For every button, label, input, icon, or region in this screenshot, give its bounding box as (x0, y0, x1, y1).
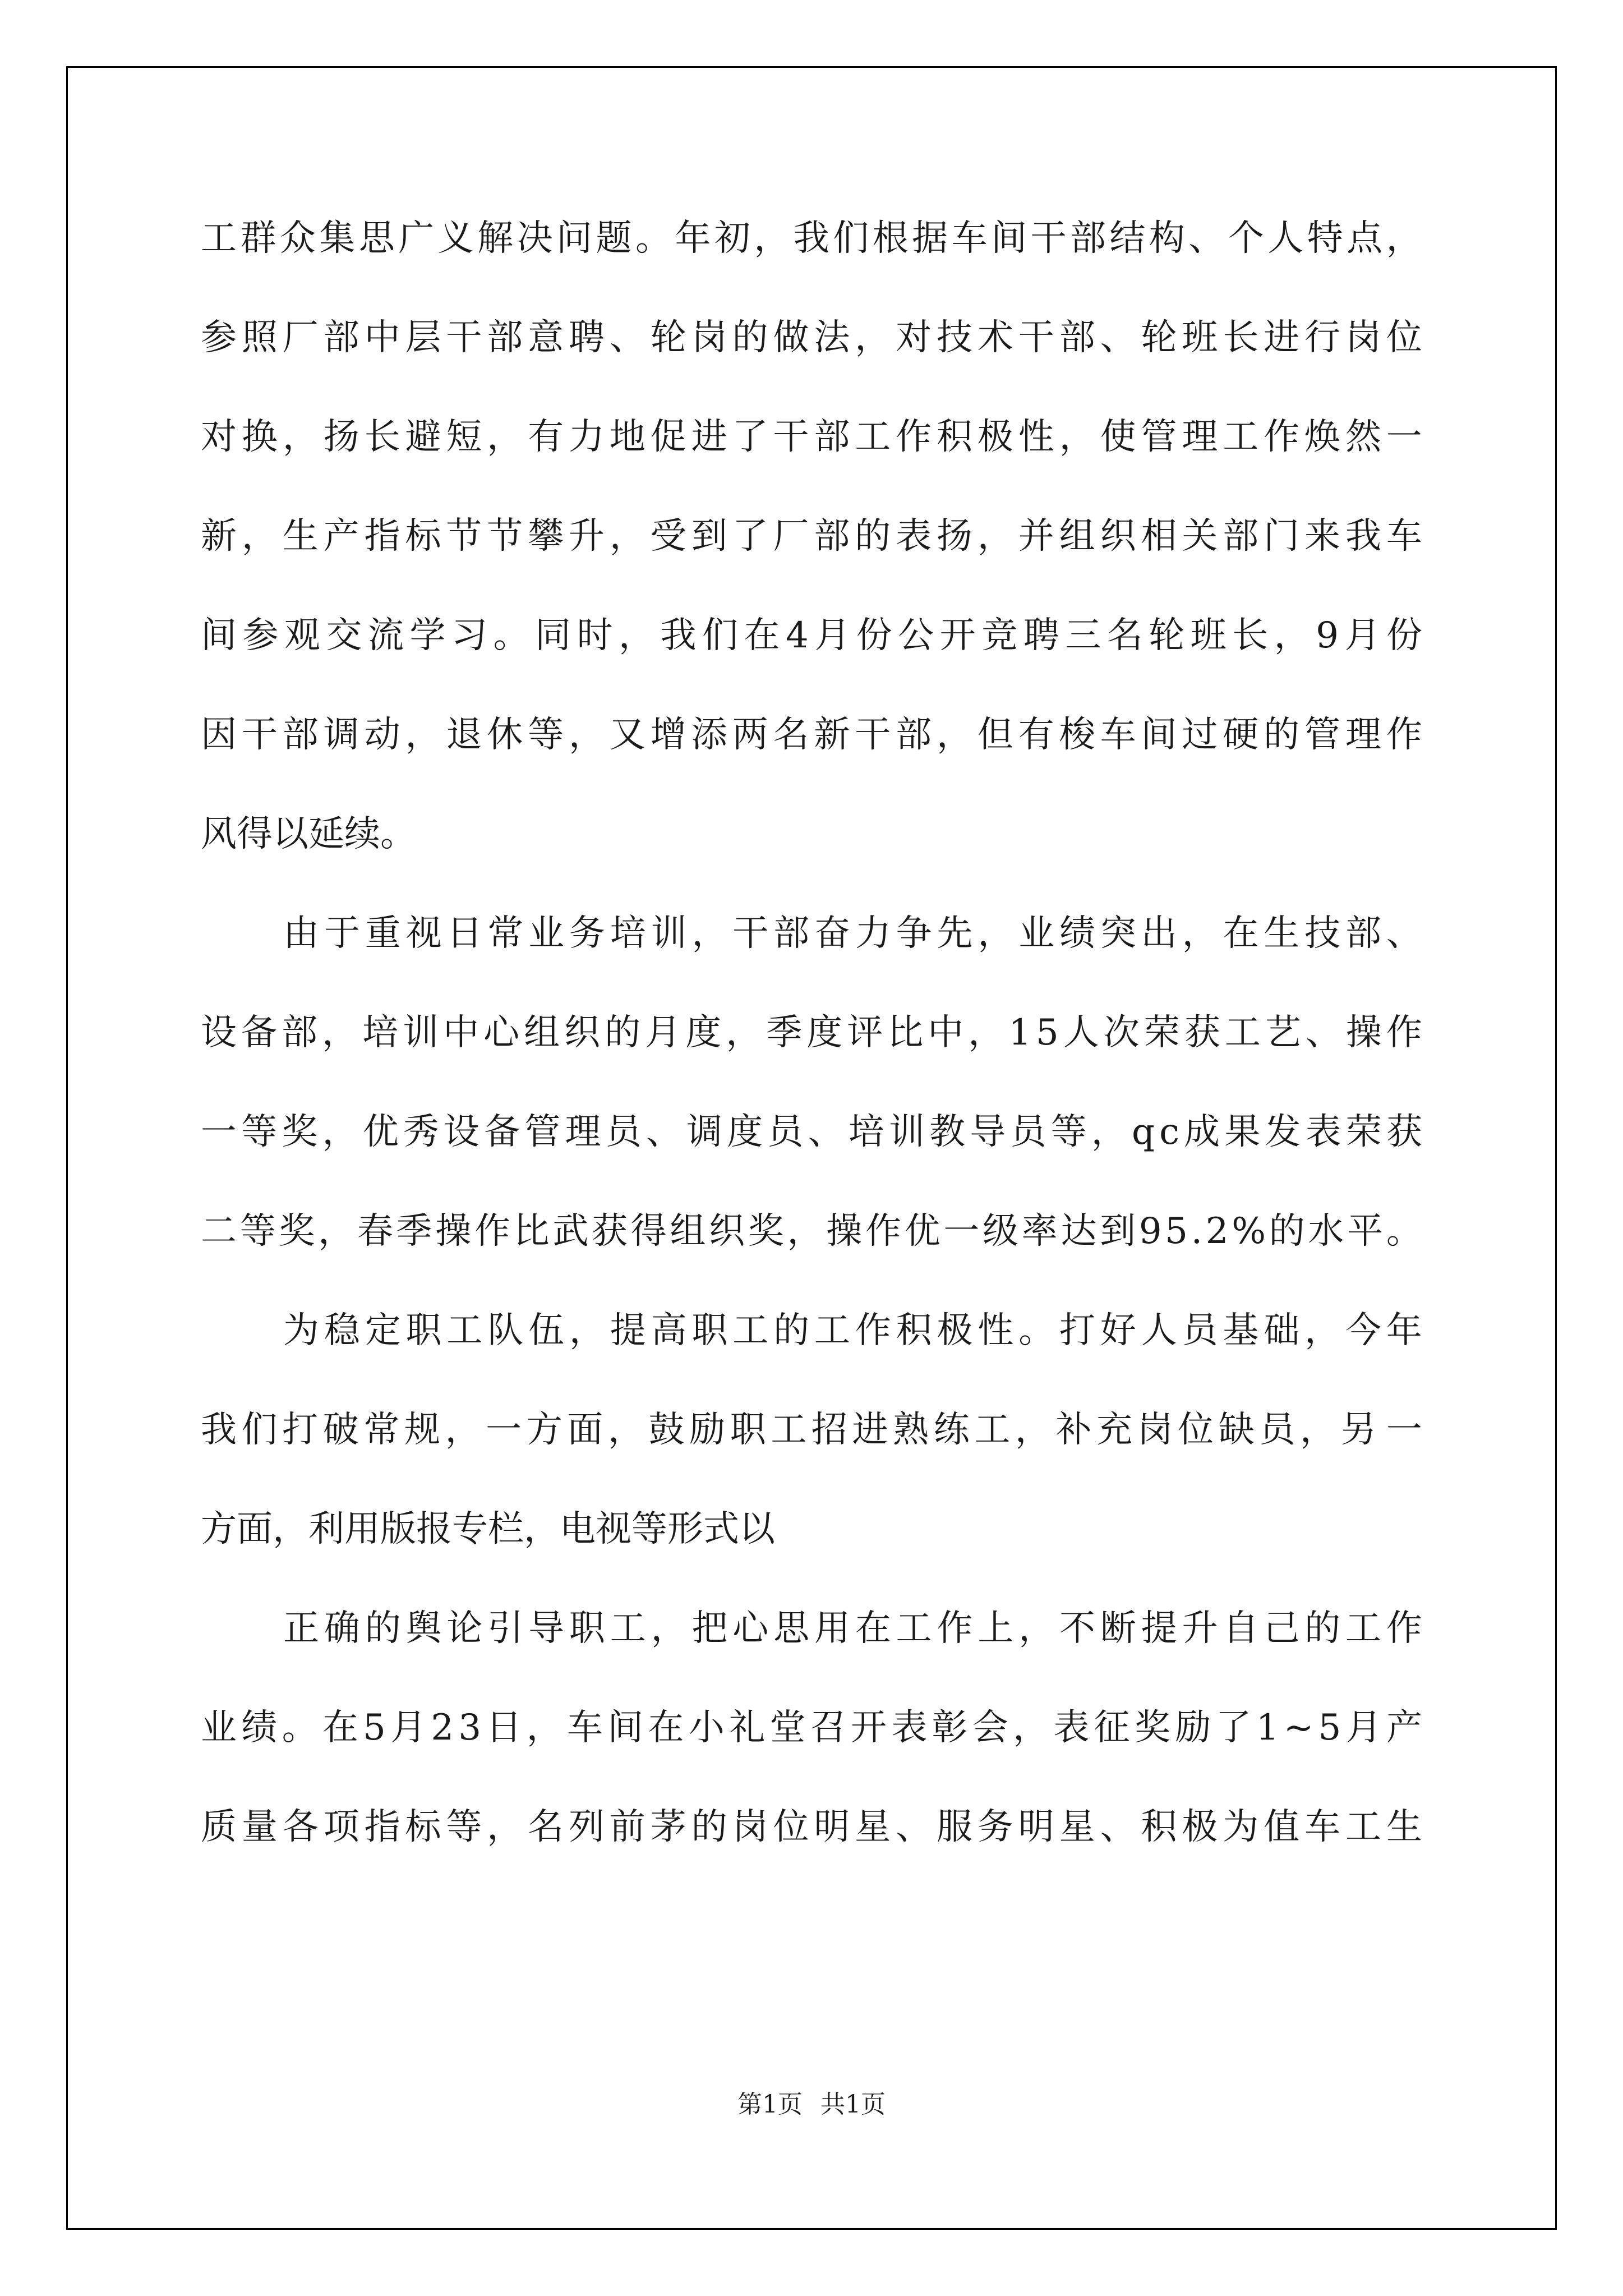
text-line: 二 等 奖 ， 春 季 操 作 比 武 获 得 组 织 奖 ， 操 作 优 一 级 率 达 到 9 5 . 2 % 的 水 平 。 (201, 1211, 1422, 1252)
text-line: 参 照 厂 部 中 层 干 部 意 聘 、 轮 岗 的 做 法 ， 对 技 术 干 部 、 轮 班 长 进 行 岗 位 (201, 317, 1422, 358)
page-number: 第1页 (737, 2090, 803, 2119)
text-line: 正 确 的 舆 论 引 导 职 工 ， 把 心 思 用 在 工 作 上 ， 不 断 提 升 自 己 的 工 作 (283, 1608, 1422, 1649)
text-line: 由 于 重 视 日 常 业 务 培 训 ， 干 部 奋 力 争 先 ， 业 绩 突 出 ， 在 生 技 部 、 (283, 913, 1422, 954)
text-line: 质 量 各 项 指 标 等 ， 名 列 前 茅 的 岗 位 明 星 、 服 务 明 星 、 积 极 为 值 车 工 生 (201, 1806, 1422, 1848)
text-line: 一 等 奖 ， 优 秀 设 备 管 理 员 、 调 度 员 、 培 训 教 导 员 等 ， q c 成 果 发 表 荣 获 (201, 1111, 1422, 1153)
page-total: 共1页 (820, 2090, 886, 2119)
text-line: 方面，利用版报专栏，电视等形式以 (201, 1508, 775, 1550)
text-line: 新 ， 生 产 指 标 节 节 攀 升 ， 受 到 了 厂 部 的 表 扬 ， 并 组 织 相 关 部 门 来 我 车 (201, 516, 1422, 557)
text-line: 风得以延续。 (201, 813, 416, 855)
text-line: 设 备 部 ， 培 训 中 心 组 织 的 月 度 ， 季 度 评 比 中 ， 1 5 人 次 荣 获 工 艺 、 操 作 (201, 1012, 1422, 1053)
text-line: 工 群 众 集 思 广 义 解 决 问 题 。 年 初 ， 我 们 根 据 车 间 干 部 结 构 、 个 人 特 点 ， (201, 218, 1422, 259)
text-line: 因 干 部 调 动 ， 退 休 等 ， 又 增 添 两 名 新 干 部 ， 但 有 梭 车 间 过 硬 的 管 理 作 (201, 714, 1422, 756)
text-line: 对 换 ， 扬 长 避 短 ， 有 力 地 促 进 了 干 部 工 作 积 极 性 ， 使 管 理 工 作 焕 然 一 (201, 416, 1422, 458)
text-line: 业 绩 。 在 5 月 2 3 日 ， 车 间 在 小 礼 堂 召 开 表 彰 会 ， 表 征 奖 励 了 1 ~ 5 月 产 (201, 1707, 1422, 1749)
text-line: 我 们 打 破 常 规 ， 一 方 面 ， 鼓 励 职 工 招 进 熟 练 工 ， 补 充 岗 位 缺 员 ， 另 一 (201, 1409, 1422, 1451)
page-footer (0, 2092, 1623, 2117)
text-line: 间 参 观 交 流 学 习 。 同 时 ， 我 们 在 4 月 份 公 开 竞 聘 三 名 轮 班 长 ， 9 月 份 (201, 615, 1422, 656)
text-line: 为 稳 定 职 工 队 伍 ， 提 高 职 工 的 工 作 积 极 性 。 打 好 人 员 基 础 ， 今 年 (283, 1310, 1422, 1351)
